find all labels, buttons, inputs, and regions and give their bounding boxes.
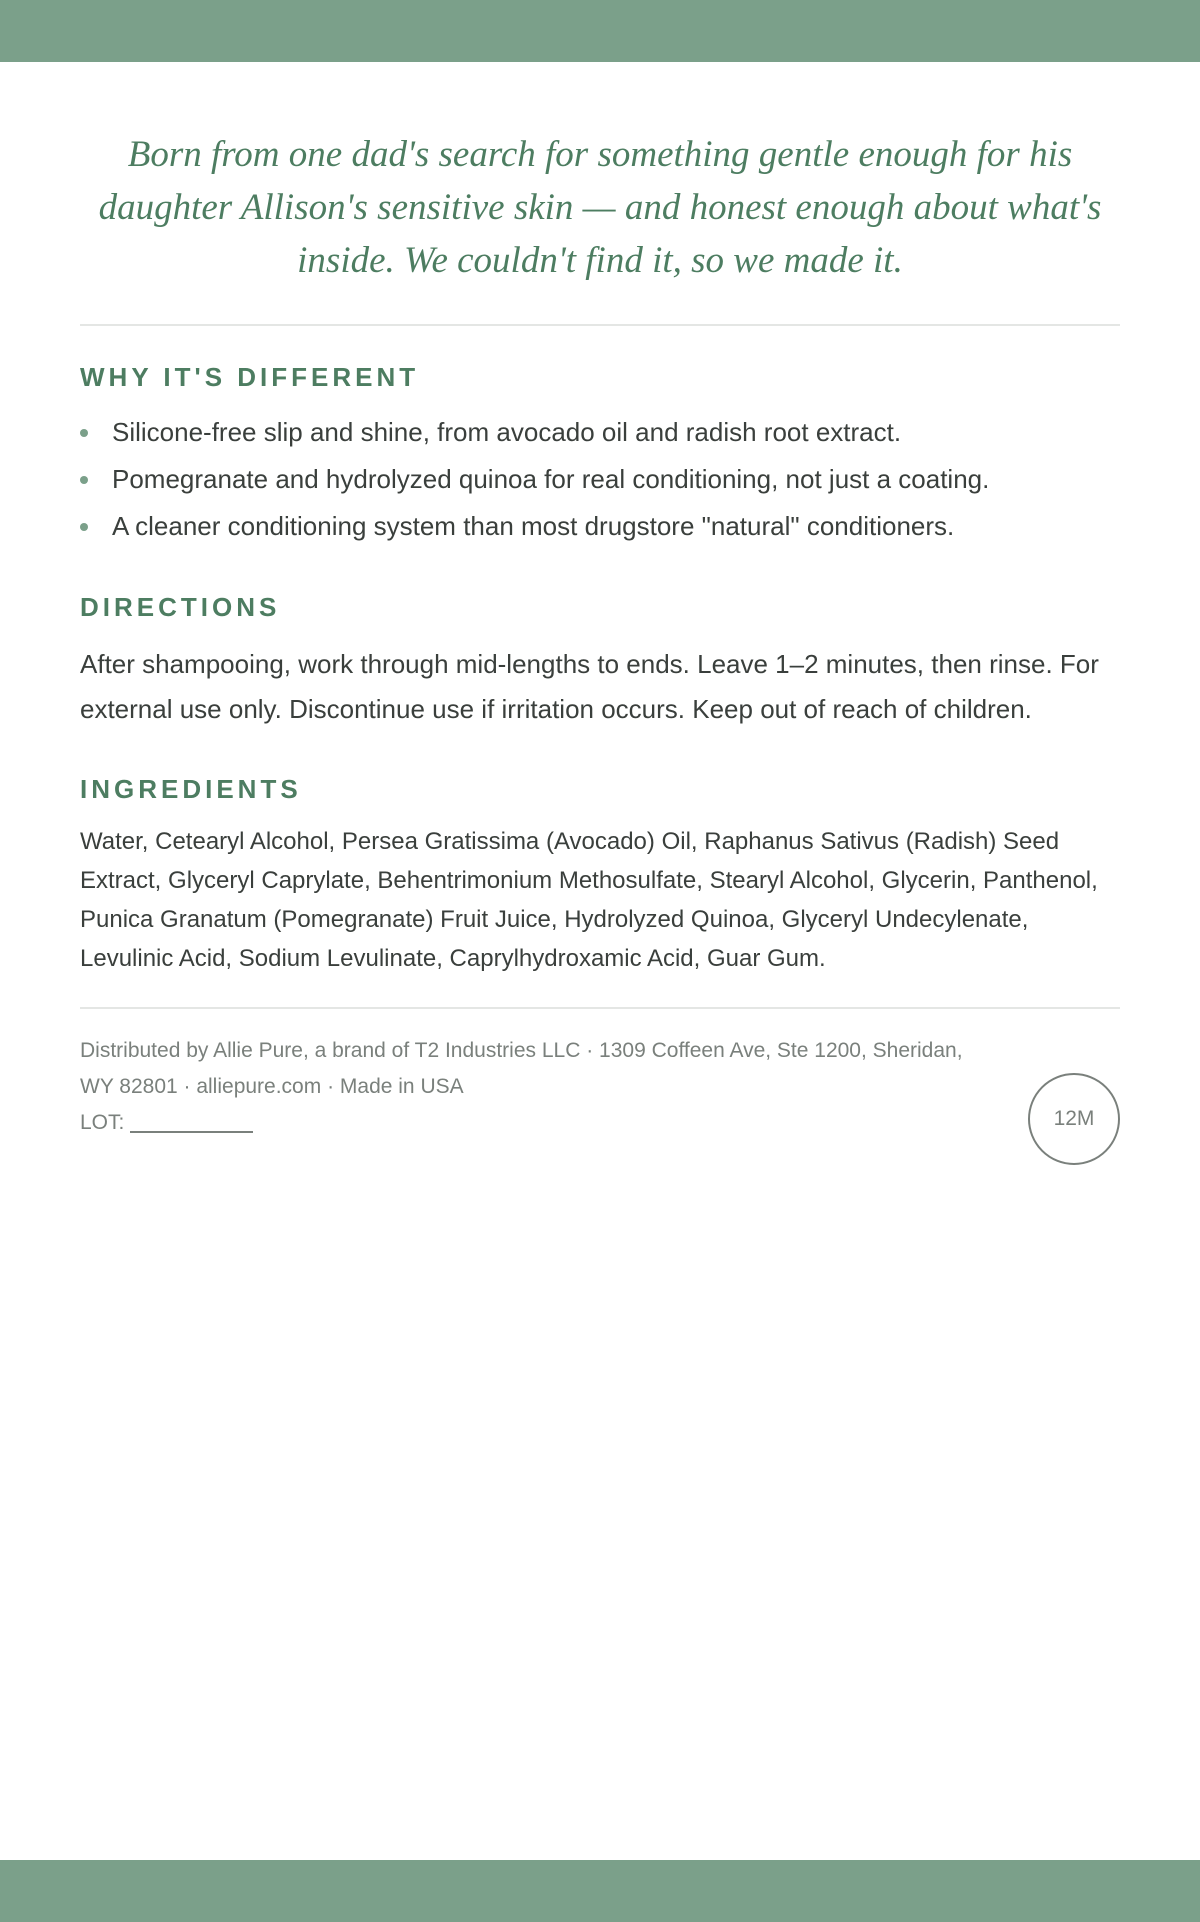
why-different-list [80,409,1120,550]
lot-number-blank [130,1109,253,1133]
list-item-text: Silicone-free slip and shine, from avocado oil and radish root extract. [112,417,902,447]
lot-label: LOT: [80,1111,125,1134]
divider [80,324,1120,326]
distributor-text: Distributed by Allie Pure, a brand of T2 Industries LLC · 1309 Coffeen Ave, Ste 1200, Sheridan, WY 82801 · alliepure.com · Made in USA [80,1039,963,1098]
directions-text: After shampooing, work through mid-lengths to ends. Leave 1–2 minutes, then rinse. For external use only. Discontinue use if irritation occurs. Keep out of reach of children. [80,649,1099,724]
bullet-dot-icon [80,476,88,484]
list-item [80,409,1120,456]
brand-story-tagline: Born from one dad's search for something gentle enough for his daughter Allison's sensitive skin — and honest enough about what's inside. We couldn't find it, so we made it. [98,134,1102,281]
period-after-opening-badge [1028,1073,1120,1165]
divider [80,1007,1120,1009]
list-item [80,503,1120,550]
pao-badge-text: 12M [1053,1107,1095,1130]
directions-heading: DIRECTIONS [80,592,281,622]
why-different-heading: WHY IT'S DIFFERENT [80,362,420,392]
footer [80,1033,1120,1153]
list-item-text: A cleaner conditioning system than most drugstore "natural" conditioners. [112,511,955,541]
list-item [80,456,1120,503]
distributor-info [80,1033,980,1141]
bullet-dot-icon [80,429,88,437]
top-color-band [0,0,1200,62]
ingredients-text: Water, Cetearyl Alcohol, Persea Gratissima (Avocado) Oil, Raphanus Sativus (Radish) Seed Extract, Glyceryl Caprylate, Behentrimonium Methosulfate, Stearyl Alcohol, Glycerin, Panthenol, Punica Granatum (Pomegranate) Fruit Juice, Hydrolyzed Quinoa, Glyceryl Undecylenate, Levulinic Acid, Sodium Levulinate, Caprylhydroxamic Acid, Guar Gum. [80,828,1098,972]
bottom-color-band [0,1860,1200,1922]
list-item-text: Pomegranate and hydrolyzed quinoa for real conditioning, not just a coating. [112,464,990,494]
bullet-dot-icon [80,523,88,531]
ingredients-heading: INGREDIENTS [80,774,302,804]
label-content [80,62,1120,1153]
